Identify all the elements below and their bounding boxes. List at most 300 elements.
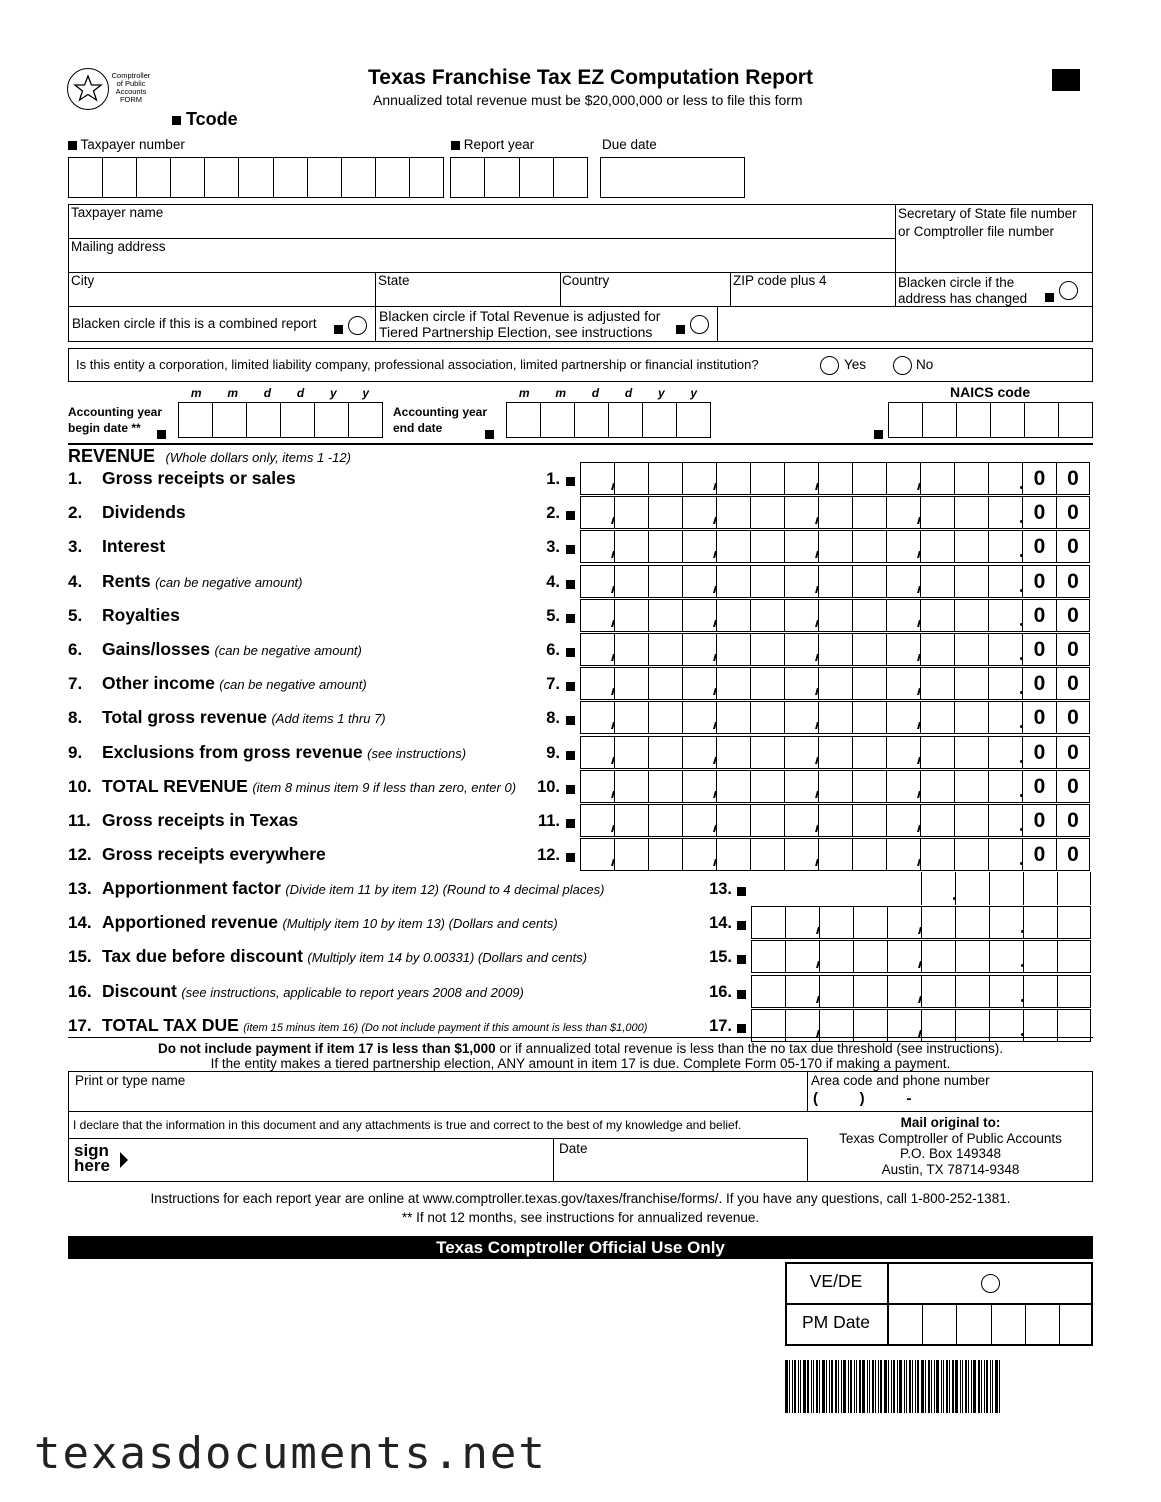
digit-cell[interactable] — [682, 667, 716, 700]
sign-here-field[interactable] — [68, 1138, 554, 1182]
digit-cell[interactable] — [1057, 975, 1091, 1008]
digit-cell[interactable] — [648, 565, 682, 598]
digit-cell[interactable] — [988, 667, 1022, 700]
cents-cell[interactable]: 0 — [1056, 804, 1090, 837]
cents-cell[interactable]: 0 — [1056, 736, 1090, 769]
digit-cell[interactable] — [580, 599, 614, 632]
digit-cell[interactable] — [682, 565, 716, 598]
digit-cell[interactable] — [750, 736, 784, 769]
digit-cell[interactable] — [920, 736, 954, 769]
cents-cell[interactable]: 0 — [1056, 496, 1090, 529]
digit-cell[interactable] — [920, 496, 954, 529]
digit-cell[interactable] — [819, 906, 853, 939]
digit-cell[interactable] — [988, 462, 1022, 495]
no-radio[interactable] — [893, 356, 912, 375]
digit-cell[interactable] — [818, 804, 852, 837]
phone-mask: ( ) - — [813, 1090, 912, 1107]
address-changed-circle[interactable] — [1059, 281, 1078, 300]
cents-cell[interactable]: 0 — [1056, 633, 1090, 666]
item-number: 13. — [68, 879, 92, 898]
digit-cell[interactable] — [716, 770, 750, 803]
digit-cell[interactable] — [784, 599, 818, 632]
digit-cell[interactable] — [920, 462, 954, 495]
digit-cell[interactable] — [954, 633, 988, 666]
digit-cell[interactable] — [1023, 975, 1057, 1008]
digit-cell[interactable] — [682, 462, 716, 495]
entity-question: Is this entity a corporation, limited liability company, professional association, limited partnership or financial institution? — [76, 357, 759, 372]
marker-icon — [566, 580, 575, 589]
barcode-bar — [850, 1360, 852, 1413]
tiered-circle[interactable] — [690, 315, 709, 334]
digit-cell[interactable] — [784, 496, 818, 529]
barcode-bar — [992, 1360, 993, 1413]
digit-cell[interactable] — [886, 599, 920, 632]
digit-cell[interactable] — [853, 940, 887, 973]
digit-cell[interactable] — [1057, 940, 1091, 973]
digit-cell[interactable] — [886, 736, 920, 769]
digit-cell[interactable] — [750, 633, 784, 666]
digit-cell[interactable] — [716, 736, 750, 769]
digit-cell[interactable] — [886, 462, 920, 495]
amount-input[interactable] — [580, 701, 1090, 734]
digit-cell[interactable] — [648, 736, 682, 769]
digit-cell[interactable] — [751, 906, 785, 939]
cents-cell[interactable]: 0 — [1056, 599, 1090, 632]
digit-cell[interactable] — [988, 496, 1022, 529]
cents-cell[interactable]: 0 — [1056, 530, 1090, 563]
barcode-bar — [816, 1360, 818, 1413]
digit-cell[interactable] — [751, 940, 785, 973]
digit-cell[interactable] — [716, 530, 750, 563]
amount-input[interactable] — [580, 496, 1090, 529]
digit-cell[interactable] — [614, 496, 648, 529]
vede-label: VE/DE — [809, 1271, 863, 1291]
begin-date-input[interactable] — [178, 402, 383, 438]
digit-cell[interactable] — [988, 838, 1022, 871]
digit-cell[interactable] — [648, 599, 682, 632]
barcode-bar — [943, 1360, 944, 1413]
digit-cell[interactable] — [1023, 940, 1057, 973]
amount-input[interactable] — [580, 736, 1090, 769]
tax-row — [68, 975, 1093, 1009]
digit-cell[interactable] — [614, 530, 648, 563]
digit-cell[interactable] — [852, 804, 886, 837]
digit-cell[interactable] — [818, 530, 852, 563]
amount-input[interactable] — [580, 462, 1090, 495]
digit-cell[interactable] — [648, 804, 682, 837]
digit-cell[interactable] — [682, 770, 716, 803]
vede-circle[interactable] — [981, 1274, 1000, 1293]
naics-input[interactable] — [888, 402, 1093, 438]
digit-cell[interactable] — [886, 838, 920, 871]
digit-cell[interactable] — [648, 838, 682, 871]
barcode-bar — [909, 1360, 911, 1413]
digit-cell[interactable] — [784, 565, 818, 598]
digit-cell[interactable] — [818, 667, 852, 700]
digit-cell[interactable] — [818, 701, 852, 734]
digit-cell[interactable] — [580, 804, 614, 837]
cents-cell[interactable]: 0 — [1022, 565, 1056, 598]
barcode-bar — [965, 1360, 967, 1413]
digit-cell[interactable] — [954, 701, 988, 734]
digit-cell[interactable] — [1023, 872, 1057, 905]
digit-cell[interactable] — [648, 667, 682, 700]
amount-input[interactable] — [580, 770, 1090, 803]
barcode-bar — [803, 1360, 806, 1413]
digit-cell[interactable] — [580, 701, 614, 734]
digit-cell[interactable] — [750, 565, 784, 598]
digit-cell[interactable] — [988, 736, 1022, 769]
barcode-bar — [934, 1360, 935, 1413]
amount-input[interactable] — [580, 530, 1090, 563]
cents-cell[interactable]: 0 — [1022, 667, 1056, 700]
line-number: 5. — [546, 607, 560, 625]
digit-cell[interactable] — [1057, 906, 1091, 939]
digit-cell[interactable] — [580, 770, 614, 803]
digit-cell[interactable] — [853, 975, 887, 1008]
digit-cell[interactable] — [716, 667, 750, 700]
digit-cell[interactable] — [716, 701, 750, 734]
digit-cell[interactable] — [886, 633, 920, 666]
digit-cell[interactable] — [614, 770, 648, 803]
line-number: 8. — [546, 709, 560, 727]
report-year-input[interactable] — [450, 157, 588, 198]
digit-cell[interactable] — [580, 633, 614, 666]
digit-cell[interactable] — [921, 906, 955, 939]
digit-cell[interactable] — [716, 565, 750, 598]
digit-cell[interactable] — [954, 736, 988, 769]
digit-cell[interactable] — [988, 565, 1022, 598]
amount-input[interactable] — [580, 838, 1090, 871]
digit-cell[interactable] — [853, 906, 887, 939]
digit-cell[interactable] — [750, 530, 784, 563]
digit-cell[interactable] — [988, 770, 1022, 803]
digit-cell[interactable] — [989, 906, 1023, 939]
digit-cell[interactable] — [818, 565, 852, 598]
digit-cell[interactable] — [988, 633, 1022, 666]
digit-cell[interactable] — [580, 736, 614, 769]
barcode-bar — [807, 1360, 809, 1413]
pm-date-cells[interactable] — [889, 1305, 1093, 1346]
digit-cell[interactable] — [819, 975, 853, 1008]
digit-cell[interactable] — [614, 701, 648, 734]
digit-cell[interactable] — [954, 667, 988, 700]
digit-cell[interactable] — [751, 975, 785, 1008]
taxpayer-name-field[interactable] — [68, 204, 896, 239]
digit-cell[interactable] — [886, 667, 920, 700]
digit-cell[interactable] — [750, 667, 784, 700]
digit-cell[interactable] — [954, 496, 988, 529]
item-number: 11. — [68, 811, 91, 830]
digit-cell[interactable] — [920, 838, 954, 871]
digit-cell[interactable] — [920, 804, 954, 837]
digit-cell[interactable] — [614, 804, 648, 837]
digit-cell[interactable] — [750, 496, 784, 529]
digit-cell[interactable] — [886, 530, 920, 563]
digit-cell[interactable] — [955, 940, 989, 973]
digit-cell[interactable] — [784, 667, 818, 700]
digit-cell[interactable] — [954, 838, 988, 871]
amount-input[interactable] — [580, 565, 1090, 598]
cents-cell[interactable]: 0 — [1056, 667, 1090, 700]
digit-cell[interactable] — [682, 701, 716, 734]
marker-icon — [676, 325, 685, 334]
digit-cell[interactable] — [648, 633, 682, 666]
line-number: 2. — [546, 504, 560, 522]
digit-cell[interactable] — [614, 599, 648, 632]
digit-cell[interactable] — [614, 565, 648, 598]
digit-cell[interactable] — [614, 462, 648, 495]
digit-cell[interactable] — [818, 838, 852, 871]
barcode-bar — [955, 1360, 958, 1413]
digit-cell[interactable] — [716, 804, 750, 837]
cents-cell[interactable]: 0 — [1022, 770, 1056, 803]
digit-cell[interactable] — [920, 770, 954, 803]
digit-cell[interactable] — [784, 770, 818, 803]
due-date-input[interactable] — [600, 157, 745, 198]
cents-cell[interactable]: 0 — [1022, 633, 1056, 666]
digit-cell[interactable] — [682, 804, 716, 837]
digit-cell[interactable] — [648, 770, 682, 803]
digit-cell[interactable] — [614, 838, 648, 871]
line-number: 16. — [709, 983, 732, 1001]
tax-row — [68, 940, 1093, 974]
digit-cell[interactable] — [988, 804, 1022, 837]
digit-cell[interactable] — [921, 975, 955, 1008]
combined-report-circle[interactable] — [348, 316, 367, 335]
digit-cell[interactable] — [989, 975, 1023, 1008]
digit-cell[interactable] — [784, 736, 818, 769]
digit-cell[interactable] — [818, 599, 852, 632]
digit-cell[interactable] — [920, 565, 954, 598]
digit-cell[interactable] — [682, 530, 716, 563]
barcode-bar — [792, 1360, 793, 1413]
digit-cell[interactable] — [920, 701, 954, 734]
cents-cell[interactable]: 0 — [1022, 838, 1056, 871]
barcode-bar — [872, 1360, 874, 1413]
cents-cell[interactable]: 0 — [1056, 838, 1090, 871]
digit-cell[interactable] — [750, 770, 784, 803]
digit-cell[interactable] — [954, 599, 988, 632]
digit-cell[interactable] — [886, 565, 920, 598]
digit-cell[interactable] — [887, 940, 921, 973]
digit-cell[interactable] — [750, 599, 784, 632]
cents-cell[interactable]: 0 — [1056, 462, 1090, 495]
annualized-note: ** If not 12 months, see instructions for annualized revenue. — [401, 1210, 760, 1225]
digit-cell[interactable] — [954, 804, 988, 837]
digit-cell[interactable] — [955, 872, 989, 905]
item-number: 6. — [68, 640, 83, 659]
digit-cell[interactable] — [682, 496, 716, 529]
cents-cell[interactable]: 0 — [1022, 804, 1056, 837]
digit-cell[interactable] — [682, 599, 716, 632]
digit-cell[interactable] — [818, 770, 852, 803]
digit-cell[interactable] — [886, 804, 920, 837]
digit-cell[interactable] — [614, 736, 648, 769]
digit-cell[interactable] — [852, 736, 886, 769]
digit-cell[interactable] — [580, 462, 614, 495]
digit-cell[interactable] — [648, 701, 682, 734]
line-number: 10. — [537, 778, 560, 796]
amount-input[interactable] — [751, 906, 1091, 939]
digit-cell[interactable] — [784, 633, 818, 666]
digit-cell[interactable] — [716, 462, 750, 495]
cents-cell[interactable]: 0 — [1022, 599, 1056, 632]
digit-cell[interactable] — [785, 940, 819, 973]
digit-cell[interactable] — [852, 770, 886, 803]
digit-cell[interactable] — [785, 906, 819, 939]
digit-cell[interactable] — [614, 667, 648, 700]
digit-cell[interactable] — [750, 462, 784, 495]
barcode-bar — [917, 1360, 919, 1413]
cents-cell[interactable]: 0 — [1056, 770, 1090, 803]
cents-cell[interactable]: 0 — [1022, 701, 1056, 734]
digit-cell[interactable] — [852, 462, 886, 495]
barcode-bar — [973, 1360, 976, 1413]
digit-cell[interactable] — [682, 838, 716, 871]
amount-input[interactable] — [580, 599, 1090, 632]
digit-cell[interactable] — [648, 496, 682, 529]
marker-icon — [566, 682, 575, 691]
digit-cell[interactable] — [750, 701, 784, 734]
digit-cell[interactable] — [887, 906, 921, 939]
digit-cell[interactable] — [886, 496, 920, 529]
digit-cell[interactable] — [852, 599, 886, 632]
digit-cell[interactable] — [989, 872, 1023, 905]
digit-cell[interactable] — [1023, 906, 1057, 939]
digit-cell[interactable] — [818, 496, 852, 529]
barcode-bar — [990, 1360, 991, 1413]
cents-cell[interactable]: 0 — [1022, 496, 1056, 529]
barcode-bar — [800, 1360, 801, 1413]
digit-cell[interactable] — [988, 701, 1022, 734]
item-number: 16. — [68, 982, 92, 1001]
digit-cell[interactable] — [818, 736, 852, 769]
digit-cell[interactable] — [750, 804, 784, 837]
digit-cell[interactable] — [784, 530, 818, 563]
digit-cell[interactable] — [955, 975, 989, 1008]
marker-icon — [737, 990, 746, 999]
line-number: 3. — [546, 538, 560, 556]
digit-cell[interactable] — [1057, 872, 1091, 905]
cents-cell[interactable]: 0 — [1056, 701, 1090, 734]
digit-cell[interactable] — [716, 838, 750, 871]
cents-cell[interactable]: 0 — [1022, 530, 1056, 563]
digit-cell[interactable] — [818, 633, 852, 666]
digit-cell[interactable] — [580, 530, 614, 563]
item-label: Tax due before discount (Multiply item 14 by 0.00331) (Dollars and cents) — [102, 946, 588, 966]
mailing-address-field[interactable] — [68, 238, 896, 273]
digit-cell[interactable] — [852, 701, 886, 734]
date-field[interactable] — [553, 1138, 808, 1182]
amount-input[interactable] — [580, 804, 1090, 837]
digit-cell[interactable] — [580, 838, 614, 871]
barcode-bar — [862, 1360, 865, 1413]
marker-icon — [566, 545, 575, 554]
digit-cell[interactable] — [886, 701, 920, 734]
digit-cell[interactable] — [682, 633, 716, 666]
item-number: 1. — [68, 469, 83, 488]
digit-cell[interactable] — [955, 906, 989, 939]
digit-cell[interactable] — [716, 633, 750, 666]
city-field[interactable] — [68, 272, 376, 307]
digit-cell[interactable] — [648, 530, 682, 563]
digit-cell[interactable] — [580, 667, 614, 700]
amount-input[interactable] — [751, 940, 1091, 973]
digit-cell[interactable] — [921, 940, 955, 973]
digit-cell[interactable] — [580, 496, 614, 529]
digit-cell[interactable] — [954, 770, 988, 803]
digit-cell[interactable] — [784, 462, 818, 495]
digit-cell[interactable] — [784, 701, 818, 734]
amount-input[interactable] — [921, 872, 1091, 905]
digit-cell[interactable] — [750, 838, 784, 871]
digit-cell[interactable] — [920, 599, 954, 632]
digit-cell[interactable] — [852, 633, 886, 666]
digit-cell[interactable] — [682, 736, 716, 769]
revenue-row — [68, 667, 1093, 701]
marker-icon — [334, 325, 343, 334]
digit-cell[interactable] — [988, 599, 1022, 632]
digit-cell[interactable] — [852, 667, 886, 700]
cents-cell[interactable]: 0 — [1056, 565, 1090, 598]
cents-cell[interactable]: 0 — [1022, 736, 1056, 769]
digit-cell[interactable] — [784, 804, 818, 837]
digit-cell[interactable] — [852, 530, 886, 563]
digit-cell[interactable] — [921, 872, 955, 905]
digit-cell[interactable] — [954, 565, 988, 598]
digit-cell[interactable] — [954, 530, 988, 563]
line-number: 12. — [537, 846, 560, 864]
digit-cell[interactable] — [580, 565, 614, 598]
digit-cell[interactable] — [818, 462, 852, 495]
digit-cell[interactable] — [819, 940, 853, 973]
digit-cell[interactable] — [920, 667, 954, 700]
end-date-input[interactable] — [506, 402, 711, 438]
item-label: Other income (can be negative amount) — [102, 673, 367, 693]
barcode-bar — [899, 1360, 902, 1413]
digit-cell[interactable] — [784, 838, 818, 871]
digit-cell[interactable] — [716, 599, 750, 632]
digit-cell[interactable] — [852, 496, 886, 529]
amount-input[interactable] — [580, 633, 1090, 666]
barcode-bar — [978, 1360, 980, 1413]
digit-cell[interactable] — [716, 496, 750, 529]
item-number: 2. — [68, 503, 83, 522]
digit-cell[interactable] — [852, 565, 886, 598]
amount-input[interactable] — [580, 667, 1090, 700]
cents-cell[interactable]: 0 — [1022, 462, 1056, 495]
page-subtitle: Annualized total revenue must be $20,000,000 or less to file this form — [373, 92, 803, 108]
digit-cell[interactable] — [852, 838, 886, 871]
yes-radio[interactable] — [820, 356, 839, 375]
barcode-bar — [822, 1360, 825, 1413]
digit-cell[interactable] — [988, 530, 1022, 563]
digit-cell[interactable] — [887, 975, 921, 1008]
digit-cell[interactable] — [920, 530, 954, 563]
digit-cell[interactable] — [954, 462, 988, 495]
taxpayer-number-input[interactable] — [68, 157, 444, 198]
digit-cell[interactable] — [648, 462, 682, 495]
digit-cell[interactable] — [785, 975, 819, 1008]
digit-cell[interactable] — [989, 940, 1023, 973]
barcode-bar — [859, 1360, 861, 1413]
amount-input[interactable] — [751, 975, 1091, 1008]
digit-cell[interactable] — [614, 633, 648, 666]
digit-cell[interactable] — [920, 633, 954, 666]
line-number: 6. — [546, 641, 560, 659]
digit-cell[interactable] — [886, 770, 920, 803]
